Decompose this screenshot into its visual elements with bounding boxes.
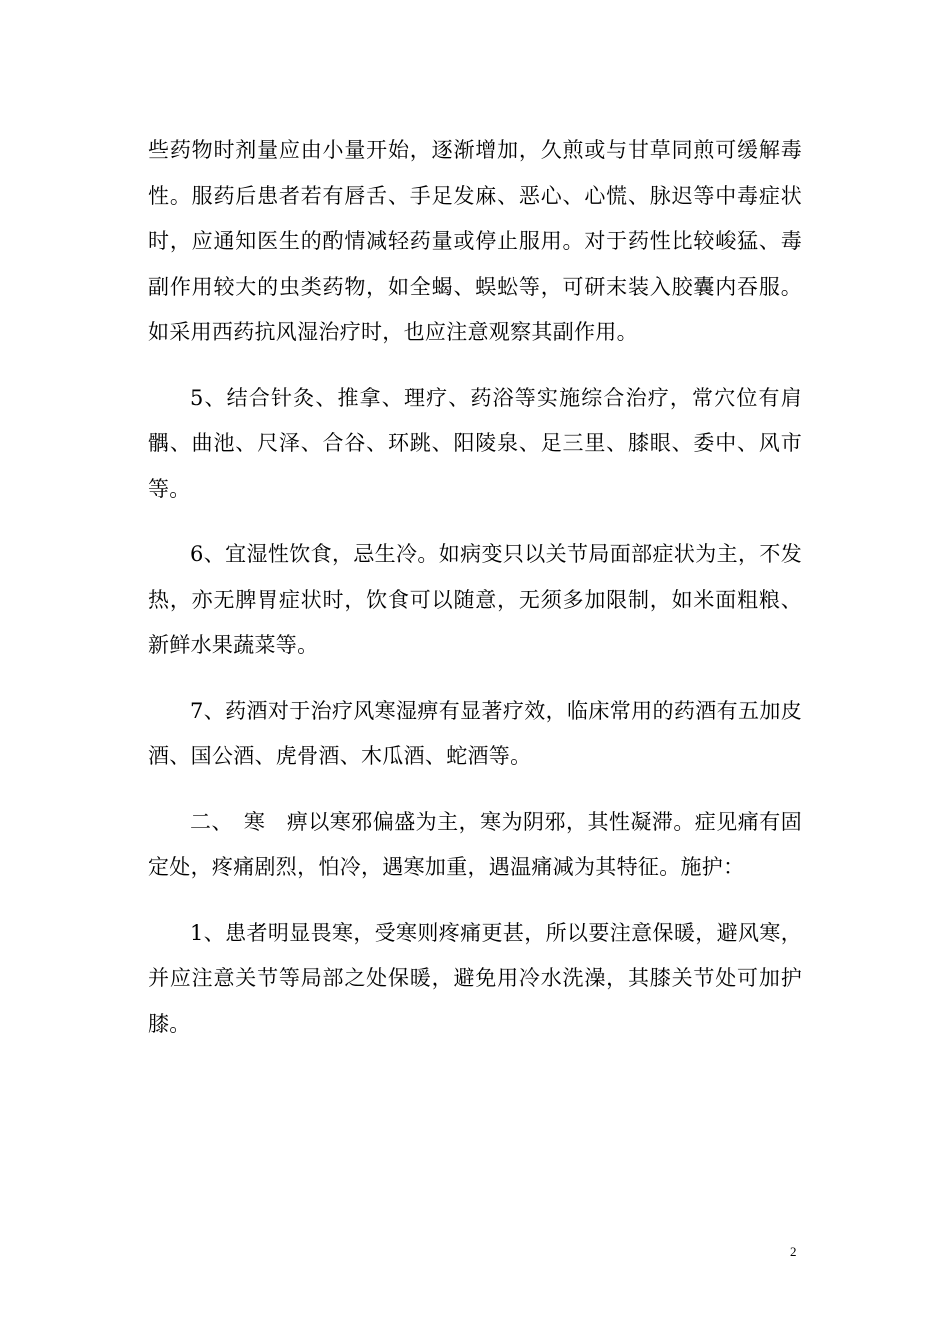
section-heading-cold-bi: 二、 寒 痹以寒邪偏盛为主，寒为阴邪，其性凝滞。症见痛有固定处，疼痛剧烈，怕冷，遇寒加重，遇温痛减为其特征。施护： (148, 809, 802, 879)
document-body (148, 128, 802, 1047)
paragraph-item-5-comprehensive-treatment: 5、结合针灸、推拿、理疗、药浴等实施综合治疗，常穴位有肩髃、曲池、尺泽、合谷、环跳、阳陵泉、足三里、膝眼、委中、风市等。 (148, 385, 802, 501)
page-number: 2 (790, 1244, 797, 1259)
paragraph-item-6-diet: 6、宜湿性饮食，忌生冷。如病变只以关节局面部症状为主，不发热，亦无脾胃症状时，饮食可以随意，无须多加限制，如米面粗粮、新鲜水果蔬菜等。 (148, 542, 802, 657)
paragraph-medication-caution: 些药物时剂量应由小量开始，逐渐增加，久煎或与甘草同煎可缓解毒性。服药后患者若有唇舌、手足发麻、恶心、心慌、脉迟等中毒症状时，应通知医生的酌情减轻药量或停止服用。对于药性比较峻猛、毒副作用较大的虫类药物，如全蝎、蜈蚣等，可研末装入胶囊内吞服。如采用西药抗风湿治疗时，也应注意观察其副作用。 (148, 138, 802, 344)
paragraph-item-7-medicinal-wine: 7、药酒对于治疗风寒湿痹有显著疗效，临床常用的药酒有五加皮酒、国公酒、虎骨酒、木瓜酒、蛇酒等。 (148, 698, 802, 768)
paragraph-item-1-keep-warm: 1、患者明显畏寒，受寒则疼痛更甚，所以要注意保暖，避风寒，并应注意关节等局部之处保暖，避免用冷水洗澡，其膝关节处可加护膝。 (148, 920, 802, 1036)
